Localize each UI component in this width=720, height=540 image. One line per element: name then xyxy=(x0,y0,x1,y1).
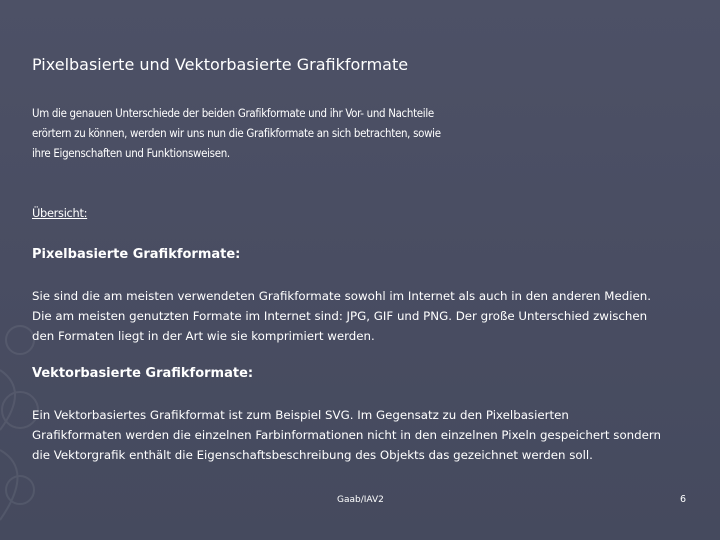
intro-paragraph xyxy=(32,103,592,163)
section-paragraph-vector xyxy=(32,405,712,465)
section-paragraph-pixel xyxy=(32,286,712,346)
page-number: 6 xyxy=(680,494,687,505)
section-heading-pixel: Pixelbasierte Grafikformate: xyxy=(32,247,241,262)
paragraph-line: den Formaten liegt in der Art wie sie komprimiert werden. xyxy=(32,329,375,343)
paragraph-line: die Vektorgrafik enthält die Eigenschaftsbeschreibung des Objekts das gezeichnet werden soll. xyxy=(32,448,593,462)
paragraph-line: Sie sind die am meisten verwendeten Grafikformate sowohl im Internet als auch in den anderen Medien. xyxy=(32,289,651,303)
section-heading-vector: Vektorbasierte Grafikformate: xyxy=(32,366,254,381)
intro-line: ihre Eigenschaften und Funktionsweisen. xyxy=(32,146,230,160)
paragraph-line: Ein Vektorbasiertes Grafikformat ist zum Beispiel SVG. Im Gegensatz zu den Pixelbasierten xyxy=(32,408,569,422)
paragraph-line: Die am meisten genutzten Formate im Internet sind: JPG, GIF und PNG. Der große Unterschied zwischen xyxy=(32,309,648,323)
paragraph-line: Grafikformaten werden die einzelnen Farbinformationen nicht in den einzelnen Pixeln gespeichert sondern xyxy=(32,428,662,442)
intro-line: erörtern zu können, werden wir uns nun die Grafikformate an sich betrachten, sowie xyxy=(32,126,441,140)
slide-footer: Gaab/IAV2 xyxy=(337,495,384,505)
intro-line: Um die genauen Unterschiede der beiden Grafikformate und ihr Vor- und Nachteile xyxy=(32,106,434,120)
overview-link[interactable]: Übersicht: xyxy=(32,206,88,220)
slide-title: Pixelbasierte und Vektorbasierte Grafikformate xyxy=(32,55,409,74)
